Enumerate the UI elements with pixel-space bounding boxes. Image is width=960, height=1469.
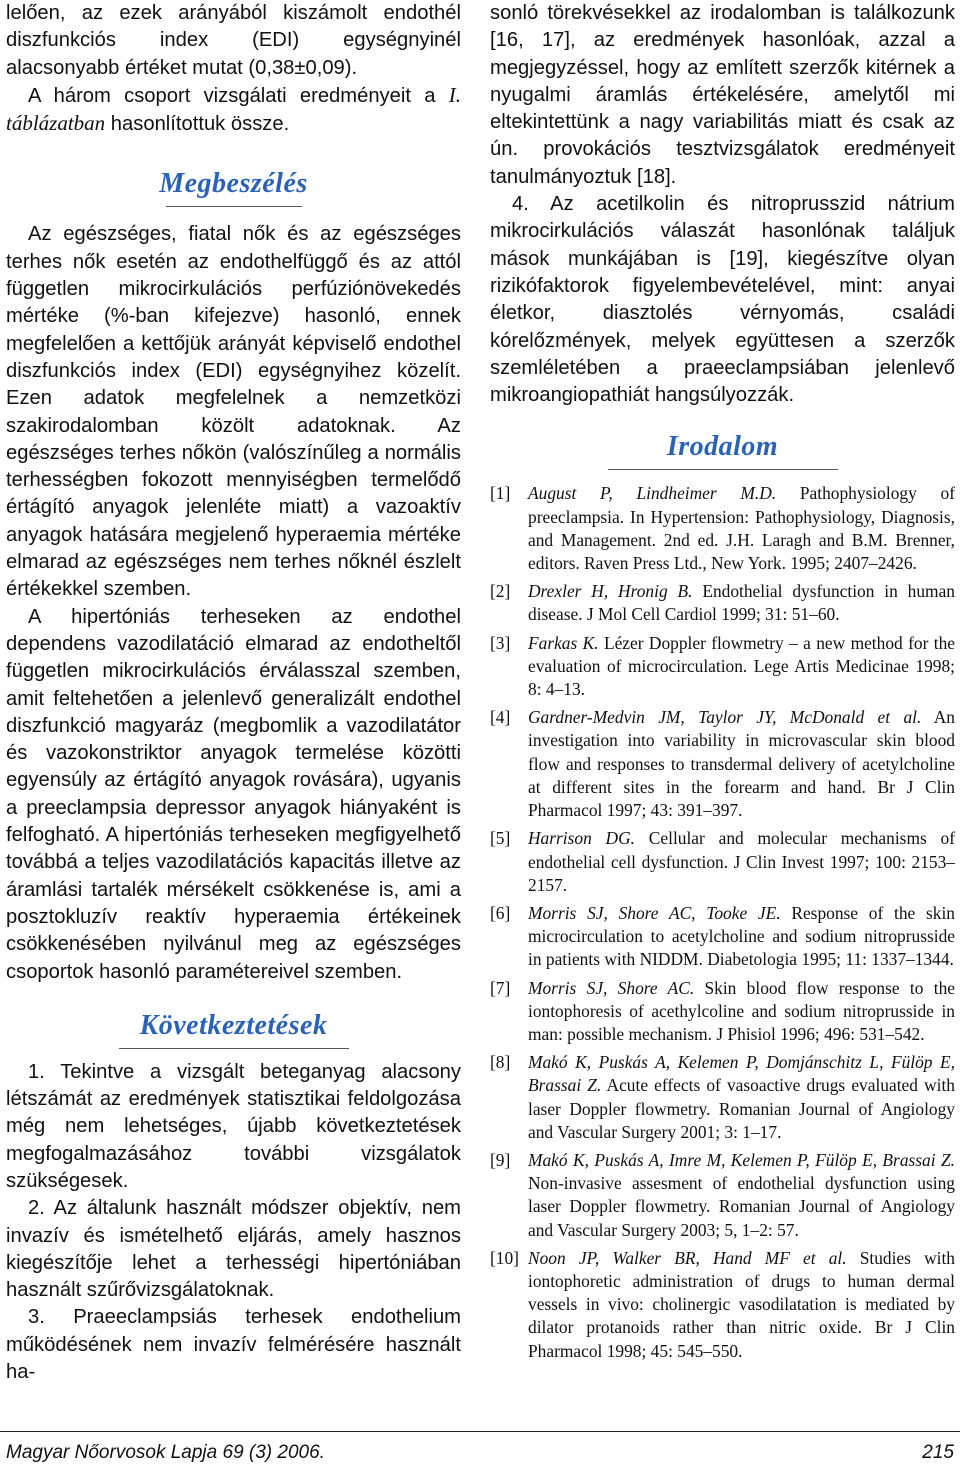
reference-number: [6] bbox=[490, 902, 511, 923]
reference-authors: Morris SJ, Shore AC, Tooke JE. bbox=[528, 902, 781, 923]
reference-text: Cellular and molecular mechanisms of endothelial cell dysfunction. J Clin Invest 1997; 100: 2153–2157. bbox=[528, 828, 956, 895]
reference-authors: Gardner-Medvin JM, Taylor JY, McDonald et al. bbox=[528, 707, 922, 728]
reference-number: [10] bbox=[490, 1247, 519, 1268]
discussion-heading: Megbeszélés bbox=[159, 168, 308, 200]
reference-item bbox=[490, 1051, 955, 1144]
continued-paragraph: sonló törekvésekkel az irodalomban is találkozunk [16, 17], az eredmények hasonlóak, azzal a megjegyzéssel, hogy az említett szerzők kitérnek a nyugalmi áramlás értékelésére, amelytől mi eltekintettünk a nagy variabilitás miatt és csak az ún. provokációs tesztvizsgálatok eredményeit tanulmányoztuk [18]. bbox=[490, 2, 955, 188]
reference-authors: Makó K, Puskás A, Imre M, Kelemen P, Fülöp E, Brassai Z. bbox=[528, 1149, 955, 1170]
reference-item bbox=[490, 902, 955, 972]
reference-text: Response of the skin microcirculation to acetylcholine and sodium nitroprusside in patients with NIDDM. Diabetologia 1995; 11: 1337–1344. bbox=[528, 902, 955, 970]
conclusion-2: 2. Az általunk használt módszer objektív, nem invazív és ismételhető eljárás, amely hasznos kiegészítője lehet a terhességi hipertóniában használt szűrővizsgálatoknak. bbox=[6, 1197, 461, 1302]
reference-text: Lézer Doppler flowmetry – a new method for the evaluation of microcirculation. Lege Artis Medicinae 1998; 8: 4–13. bbox=[528, 632, 955, 700]
reference-item bbox=[490, 482, 955, 575]
page-footer bbox=[0, 1431, 960, 1463]
intro-text: A három csoport vizsgálati eredményeit a bbox=[28, 84, 449, 107]
reference-item bbox=[490, 827, 955, 897]
reference-item bbox=[490, 1149, 955, 1242]
table-reference: I. táblázatban bbox=[6, 82, 461, 136]
reference-number: [4] bbox=[490, 707, 511, 728]
reference-authors: Makó K, Puskás A, Kelemen P, Domjánschitz L, Fülöp E, Brassai Z. bbox=[528, 1052, 955, 1096]
reference-number: [9] bbox=[490, 1149, 511, 1170]
reference-authors: Noon JP, Walker BR, Hand MF et al. bbox=[528, 1247, 847, 1268]
reference-number: [1] bbox=[490, 483, 511, 504]
reference-item bbox=[490, 632, 955, 702]
reference-number: [3] bbox=[490, 632, 511, 653]
conclusions-heading: Következtetések bbox=[139, 1009, 328, 1041]
reference-item bbox=[490, 1247, 955, 1363]
reference-item bbox=[490, 580, 955, 626]
reference-text: Skin blood flow response to the iontophoresis of acethylcoline and sodium nitroprusside in man: possible mechanism. J Phisiol 1996; 496: 531–542. bbox=[528, 977, 955, 1044]
reference-item bbox=[490, 706, 955, 822]
reference-text: Studies with iontophoretic administration of drugs to human dermal vessels in vivo: cholinergic vasodilatation is mediated by dilator protanoids rather than nitric oxide. Br J Clin Pharmacol 1998; 45: 545–550. bbox=[528, 1247, 955, 1361]
intro-paragraph: lelően, az ezek arányából kiszámolt endothél diszfunkciós index (EDI) egységnyinél alacsonyabb értéket mutat (0,38±0,09). bbox=[6, 2, 461, 79]
reference-authors: Drexler H, Hronig B. bbox=[528, 581, 693, 602]
reference-text: Endothelial dysfunction in human disease. J Mol Cell Cardiol 1999; 31: 51–60. bbox=[528, 581, 955, 625]
reference-authors: August P, Lindheimer M.D. bbox=[528, 483, 777, 504]
left-column bbox=[6, 0, 461, 1386]
reference-authors: Harrison DG. bbox=[528, 828, 636, 849]
page-number: 215 bbox=[922, 1442, 954, 1463]
reference-item bbox=[490, 977, 955, 1047]
discussion-paragraph-1: Az egészséges, fiatal nők és az egészséges terhes nők esetén az endothelfüggő és az attól független mikrocirkulációs perfúziónövekedés mértéke (%-ban kifejezve) hasonló, ennek megfelelően a kettőjük arányát képviselő endothel diszfunkciós index (EDI) egységnyihez közelít. Ezen adatok megfelelnek a nemzetközi szakirodalomban közölt adatoknak. Az egészséges terhes nőkön (valószínűleg a normális terhességben fokozott mennyiségben termelődő értágító anyagok jelenléte miatt) a vazoaktív anyagok hatására megjelenő hyperaemia mértéke elmarad az egészséges nem terhes nőknél észlelt értékekkel szemben. bbox=[6, 223, 461, 601]
intro-text-end: hasonlítottuk össze. bbox=[105, 113, 290, 136]
reference-text: Pathophysiology of preeclampsia. In Hypertension: Pathophysiology, Diagnosis, and Management. 2nd ed. J.H. Laragh and B.M. Brenner, editors. Raven Press Ltd., New York. 1995; 2407–2426. bbox=[528, 483, 955, 574]
reference-text: An investigation into variability in microvascular skin blood flow and responses to transdermal delivery of acetylcholine at different sites in the forearm and hand. Br J Clin Pharmacol 1997; 43: 391–397. bbox=[528, 707, 955, 821]
reference-number: [7] bbox=[490, 977, 511, 998]
intro-table-reference bbox=[6, 82, 461, 139]
reference-text: Non-invasive assesment of endothelial dysfunction using laser Doppler flowmetry. Romanian Journal of Angiology and Vascular Surgery 2003; 5, 1–2: 57. bbox=[528, 1173, 955, 1240]
conclusion-3: 3. Praeeclampsiás terhesek endothelium működésének nem invazív felmérésére használt ha- bbox=[6, 1306, 461, 1384]
right-column bbox=[490, 0, 955, 1368]
conclusion-1: 1. Tekintve a vizsgált beteganyag alacsony létszámát az eredmények statisztikai feldolgozása még nem lehetséges, újabb következtetések megfogalmazásához további vizsgálatok szükségesek. bbox=[6, 1060, 461, 1192]
journal-citation: Magyar Nőorvosok Lapja 69 (3) 2006. bbox=[6, 1442, 325, 1463]
reference-authors: Morris SJ, Shore AC. bbox=[528, 977, 695, 998]
references-heading: Irodalom bbox=[666, 431, 779, 463]
reference-list bbox=[490, 482, 955, 1362]
reference-authors: Farkas K. bbox=[528, 632, 599, 653]
conclusion-4: 4. Az acetilkolin és nitroprusszid nátrium mikrocirkulációs válaszát hasonlónak találjuk mások munkájában is [19], kiegészítve olyan rizikófaktorok figyelembevételével, mint: anyai életkor, diasztolés vérnyomás, családi kórelőzmények, melyek együttesen a szerzők szemléletében a praeeclampsiában jelenlevő mikroangiopathiát hangsúlyozzák. bbox=[490, 193, 955, 407]
reference-text: Acute effects of vasoactive drugs evaluated with laser Doppler flowmetry. Romanian Journal of Angiology and Vascular Surgery 2001; 3: 1–17. bbox=[528, 1075, 956, 1142]
reference-number: [2] bbox=[490, 581, 511, 602]
reference-number: [8] bbox=[490, 1052, 511, 1073]
discussion-paragraph-2: A hipertóniás terheseken az endothel dependens vazodilatáció elmarad az endotheltől független mikrocirkulációs érválasszal szemben, amit feltehetően a jelenlevő generalizált endothel diszfunkció magyaráz (megbomlik a vazodilatátor és vazokonstriktor anyagok termelése közötti egyensúly az értágító anyagok rovására), ugyanis a preeclampsia depressor anyagok hiányaként is felfogható. A hipertóniás terheseken megfigyelhető továbbá a teljes vazodilatációs kapacitás illetve az áramlási tartalék mérsékelt csökkenése is, ami a posztokluzív reaktív hyperaemia értékeinek csökkenésében nyilvánul meg az egészséges csoportok hasonló paramétereivel szemben. bbox=[6, 605, 461, 983]
reference-number: [5] bbox=[490, 828, 511, 849]
